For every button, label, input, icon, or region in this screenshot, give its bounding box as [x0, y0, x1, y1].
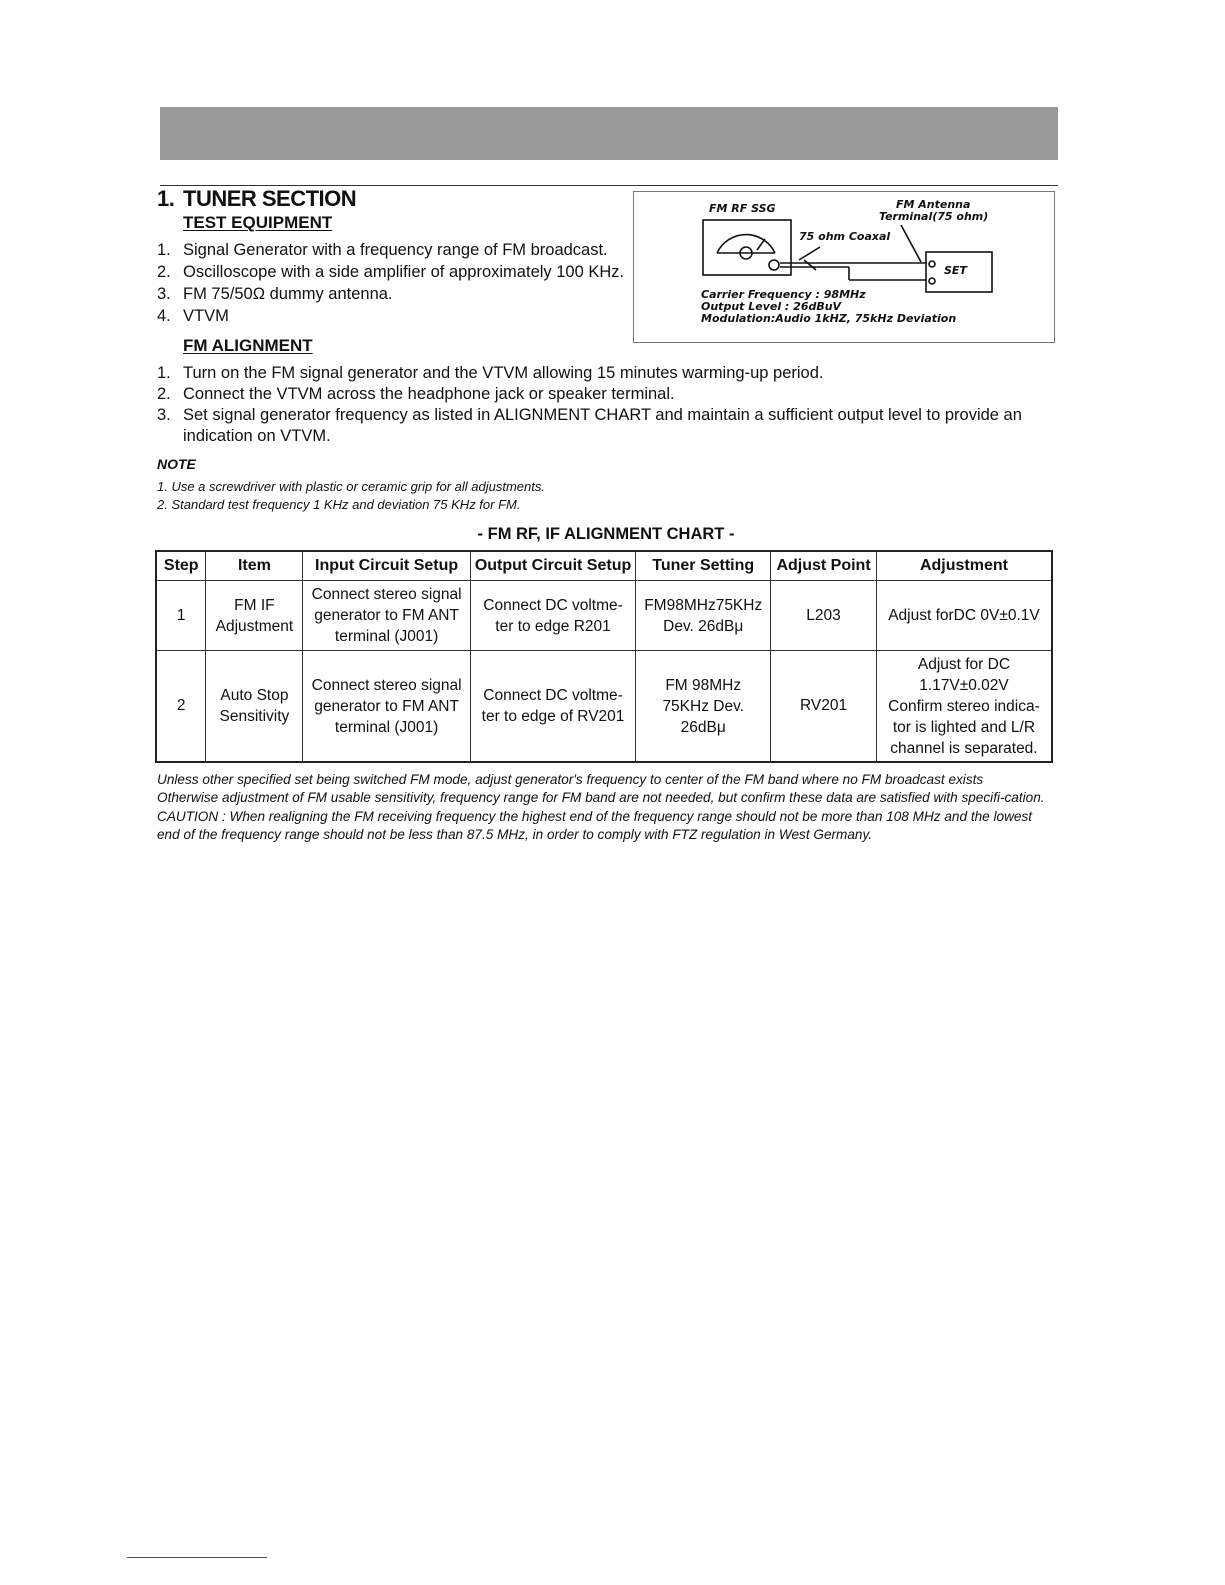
column-header-step: Step: [156, 551, 206, 581]
column-header-adjustment: Adjustment: [876, 551, 1052, 581]
column-header-output: Output Circuit Setup: [470, 551, 635, 581]
footer-notes: [157, 771, 1057, 845]
list-item-text: Signal Generator with a frequency range of FM broadcast.: [183, 241, 608, 259]
table-row: [156, 581, 1052, 651]
list-item: [157, 384, 1057, 405]
list-item: [157, 240, 624, 262]
set-terminal-top: [929, 261, 935, 267]
column-header-input: Input Circuit Setup: [303, 551, 470, 581]
cell-item: [206, 651, 303, 763]
list-item-text: Turn on the FM signal generator and the VTVM allowing 15 minutes warming-up period.: [183, 364, 824, 382]
test-equipment-list: [157, 240, 624, 328]
cell-step: 2: [156, 651, 206, 763]
list-item-number: 2.: [157, 263, 171, 281]
footer-paragraph: CAUTION : When realigning the FM receiving frequency the highest end of the frequency range should not be more than 108 MHz and the lowest end of the frequency range should not be less than 87.5 MHz, in order to comply with FTZ regulation in West Germany.: [157, 808, 1033, 843]
list-item-number: 3.: [157, 285, 171, 303]
cell-line: ter to edge R201: [495, 617, 611, 635]
test-equipment-heading: TEST EQUIPMENT: [183, 213, 333, 232]
ssg-dial-needle: [757, 239, 765, 250]
cell-line: 1.17V±0.02V: [919, 676, 1009, 694]
list-item-text: Oscilloscope with a side amplifier of approximately 100 KHz.: [183, 263, 625, 281]
note-item: 1. Use a screwdriver with plastic or ceramic grip for all adjustments.: [157, 479, 545, 494]
modulation-text: Modulation:Audio 1kHZ, 75kHz Deviation: [701, 312, 957, 325]
section-title-text: TUNER SECTION: [183, 186, 357, 211]
coax-label: 75 ohm Coaxal: [799, 230, 891, 243]
cell-line: Adjust for DC: [917, 655, 1011, 673]
list-item: [157, 405, 1057, 447]
cell-line: 75KHz Dev.: [662, 697, 744, 715]
cell-line: Adjustment: [215, 617, 294, 635]
alignment-chart-title: - FM RF, IF ALIGNMENT CHART -: [477, 525, 735, 543]
cell-line: FM IF: [234, 596, 275, 614]
list-item-number: 1.: [157, 364, 171, 382]
section-number: 1.: [157, 186, 175, 211]
cell-line: Connect stereo signal: [311, 676, 462, 694]
output-level-text: Output Level : 26dBuV: [701, 300, 842, 313]
list-item-number: 1.: [157, 241, 171, 259]
cell-adjustment: [876, 581, 1052, 651]
cell-line: Connect DC voltme-: [483, 687, 623, 704]
cell-line: generator to FM ANT: [314, 607, 459, 624]
cell-tuner: [636, 651, 771, 763]
list-item-number: 3.: [157, 406, 171, 424]
section-title: [157, 186, 356, 212]
fm-alignment-list: [157, 363, 1057, 447]
footer-paragraph: Unless other specified set being switched FM mode, adjust generator's frequency to center of the FM band where no FM broadcast exists: [157, 772, 984, 787]
cell-adjust-point: RV201: [771, 651, 877, 763]
cell-line: ter to edge of RV201: [481, 708, 625, 725]
cell-line: Confirm stereo indica-: [888, 697, 1040, 715]
set-label: SET: [944, 264, 967, 277]
cell-line: FM 98MHz: [665, 676, 742, 694]
cell-line: Connect stereo signal: [311, 586, 462, 603]
list-item: [157, 306, 624, 328]
cell-step: 1: [156, 581, 206, 651]
alignment-chart-table: [155, 550, 1053, 763]
cell-output: [470, 581, 635, 651]
table-header-row: [156, 551, 1052, 581]
list-item: [157, 262, 624, 284]
cell-line: tor is lighted and L/R: [892, 718, 1036, 736]
cell-adjust-point: L203: [771, 581, 877, 651]
list-item-text: Set signal generator frequency as listed in ALIGNMENT CHART and maintain a sufficient output level to provide an indication on VTVM.: [183, 406, 1022, 445]
carrier-text: Carrier Frequency : 98MHz: [701, 288, 866, 301]
antenna-pointer: [901, 225, 921, 262]
coax-pointer: [799, 247, 820, 260]
fm-alignment-heading: FM ALIGNMENT: [183, 336, 313, 355]
antenna-label-2: Terminal(75 ohm): [879, 210, 989, 223]
cell-line: Connect DC voltme-: [483, 596, 623, 614]
antenna-label-1: FM Antenna: [896, 198, 971, 211]
cell-line: FM98MHz75KHz: [644, 596, 763, 614]
cell-line: Auto Stop: [220, 687, 289, 704]
bottom-link-underline[interactable]: [127, 1557, 267, 1558]
cell-line: Sensitivity: [219, 708, 290, 725]
cell-line: generator to FM ANT: [314, 697, 459, 715]
setup-diagram-svg: [634, 192, 1054, 342]
note-title: NOTE: [157, 456, 196, 472]
cell-input: [303, 651, 470, 763]
table-row: [156, 651, 1052, 763]
column-header-adjust-point: Adjust Point: [771, 551, 877, 581]
cell-line: 26dBμ: [680, 718, 726, 736]
list-item-text: FM 75/50Ω dummy antenna.: [183, 285, 393, 303]
cell-output: [470, 651, 635, 763]
ssg-label: FM RF SSG: [709, 202, 776, 215]
list-item: [157, 284, 624, 306]
ssg-output-jack: [769, 260, 779, 270]
list-item-text: Connect the VTVM across the headphone jack or speaker terminal.: [183, 385, 675, 403]
column-header-item: Item: [206, 551, 303, 581]
list-item-number: 4.: [157, 307, 171, 325]
cell-line: Dev. 26dBμ: [663, 617, 744, 635]
list-item-text: VTVM: [183, 307, 229, 325]
cell-line: terminal (J001): [334, 628, 439, 645]
cell-line: Adjust forDC 0V±0.1V: [888, 607, 1040, 624]
cell-tuner: [636, 581, 771, 651]
test-setup-diagram: [633, 191, 1055, 343]
cell-input: [303, 581, 470, 651]
list-item: [157, 363, 1057, 384]
cell-line: channel is separated.: [890, 739, 1038, 757]
coax-marker: [804, 260, 816, 270]
list-item-number: 2.: [157, 385, 171, 403]
footer-paragraph: Otherwise adjustment of FM usable sensitivity, frequency range for FM band are not needed, but confirm these data are satisfied with specifi-cation.: [157, 790, 1045, 806]
column-header-tuner: Tuner Setting: [636, 551, 771, 581]
set-terminal-bottom: [929, 278, 935, 284]
note-list: [157, 478, 545, 514]
note-item: 2. Standard test frequency 1 KHz and deviation 75 KHz for FM.: [157, 497, 521, 512]
cell-item: [206, 581, 303, 651]
ssg-dial-arc: [717, 235, 775, 253]
cell-line: terminal (J001): [334, 718, 439, 736]
cell-adjustment: [876, 651, 1052, 763]
header-band: [160, 107, 1058, 160]
